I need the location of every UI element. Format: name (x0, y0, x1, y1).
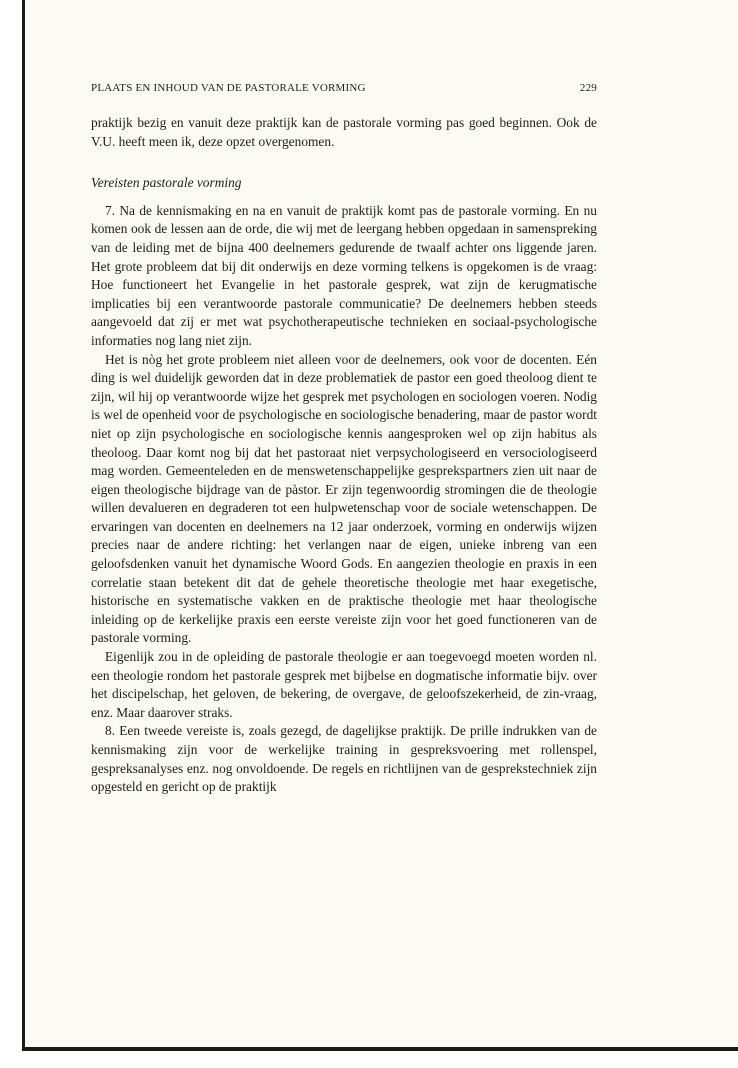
paragraph-7: 7. Na de kennismaking en na en vanuit de praktijk komt pas de pastorale vorming. En nu komen ook de lessen aan de orde, die wij met de leergang hebben opgedaan in samenspreking van de leiding met de bijna 400 deelnemers gedurende de twaalf achter ons liggende jaren. Het grote probleem dat bij dit onderwijs en deze vorming telkens is opgekomen is de vraag: Hoe functioneert het Evangelie in het pastorale gesprek, wat zijn de kerugmatische implicaties bij een verantwoorde pastorale communicatie? De deelnemers hebben steeds aangevoeld dat zij er met wat psychotherapeutische technieken en sociaal-psychologische informaties nog lang niet zijn. (91, 202, 597, 348)
paragraph-problem: Het is nòg het grote probleem niet alleen voor de deelnemers, ook voor de docenten. Eén ding is wel duidelijk geworden dat in deze problematiek de pastor een goed theoloog dient te zijn, wil hij op verantwoorde wijze het gesprek met psychologen en sociologen voeren. Nodig is wel de openheid voor de psychologische en sociologische benadering, maar de pastor wordt niet op zijn psychologische en sociologische kennis aangesproken wel op zijn habitus als theoloog. Daar komt nog bij dat het pastoraat niet verpsychologiseerd en versociologiseerd mag worden. Gemeenteleden en de menswetenschappelijke gesprekspartners zien uit naar de eigen theologische bijdrage van de pàstor. Er zijn tegenwoordig stromingen die de theologie willen devalueren en degraderen tot een hulpwetenschap voor de sociale wetenschappen. De ervaringen van docenten en deelnemers na 12 jaar onderzoek, vorming en onderwijs wijzen precies naar de andere richting: het verlangen naar de eigen, unieke inbreng van een geloofsdenken vanuit het dynamische Woord Gods. En aangezien theologie en praxis in een correlatie staan betekent dit dat de gehele theoretische theologie met haar exegetische, historische en systematische vakken en de praktische theologie met haar theologische inleiding op de kerkelijke praxis een eerste vereiste zijn voor het goed functioneren van de pastorale vorming. (91, 351, 597, 646)
scan-border-left (22, 0, 25, 1050)
scan-margin-left (0, 0, 22, 1068)
running-head (91, 82, 597, 98)
section-heading: Vereisten pastorale vorming (91, 175, 242, 191)
opening-paragraph: praktijk bezig en vanuit deze praktijk kan de pastorale vorming pas goed beginnen. Ook de V.U. heeft meen ik, deze opzet overgenomen. (91, 115, 597, 149)
body-text (91, 114, 597, 797)
page-number: 229 (579, 82, 597, 94)
scan-margin-bottom (0, 1051, 738, 1068)
running-head-title: PLAATS EN INHOUD VAN DE PASTORALE VORMING (91, 82, 366, 94)
paragraph-8: 8. Een tweede vereiste is, zoals gezegd, de dagelijkse praktijk. De prille indrukken van de kennismaking zijn voor de werkelijke training in gespreksvoering met rollenspel, gespreksanalyses enz. nog onvoldoende. De regels en richtlijnen van de gesprekstechniek zijn opgesteld en gericht op de praktijk (91, 723, 597, 795)
paragraph-pastoral-theology: Eigenlijk zou in de opleiding de pastorale theologie er aan toegevoegd moeten worden nl. een theologie rondom het pastorale gesprek met bijbelse en dogmatische informatie bijv. over het discipelschap, het geloven, de bekering, de overgave, de geloofszekerheid, de zin-vraag, enz. Maar daarover straks. (91, 649, 597, 720)
